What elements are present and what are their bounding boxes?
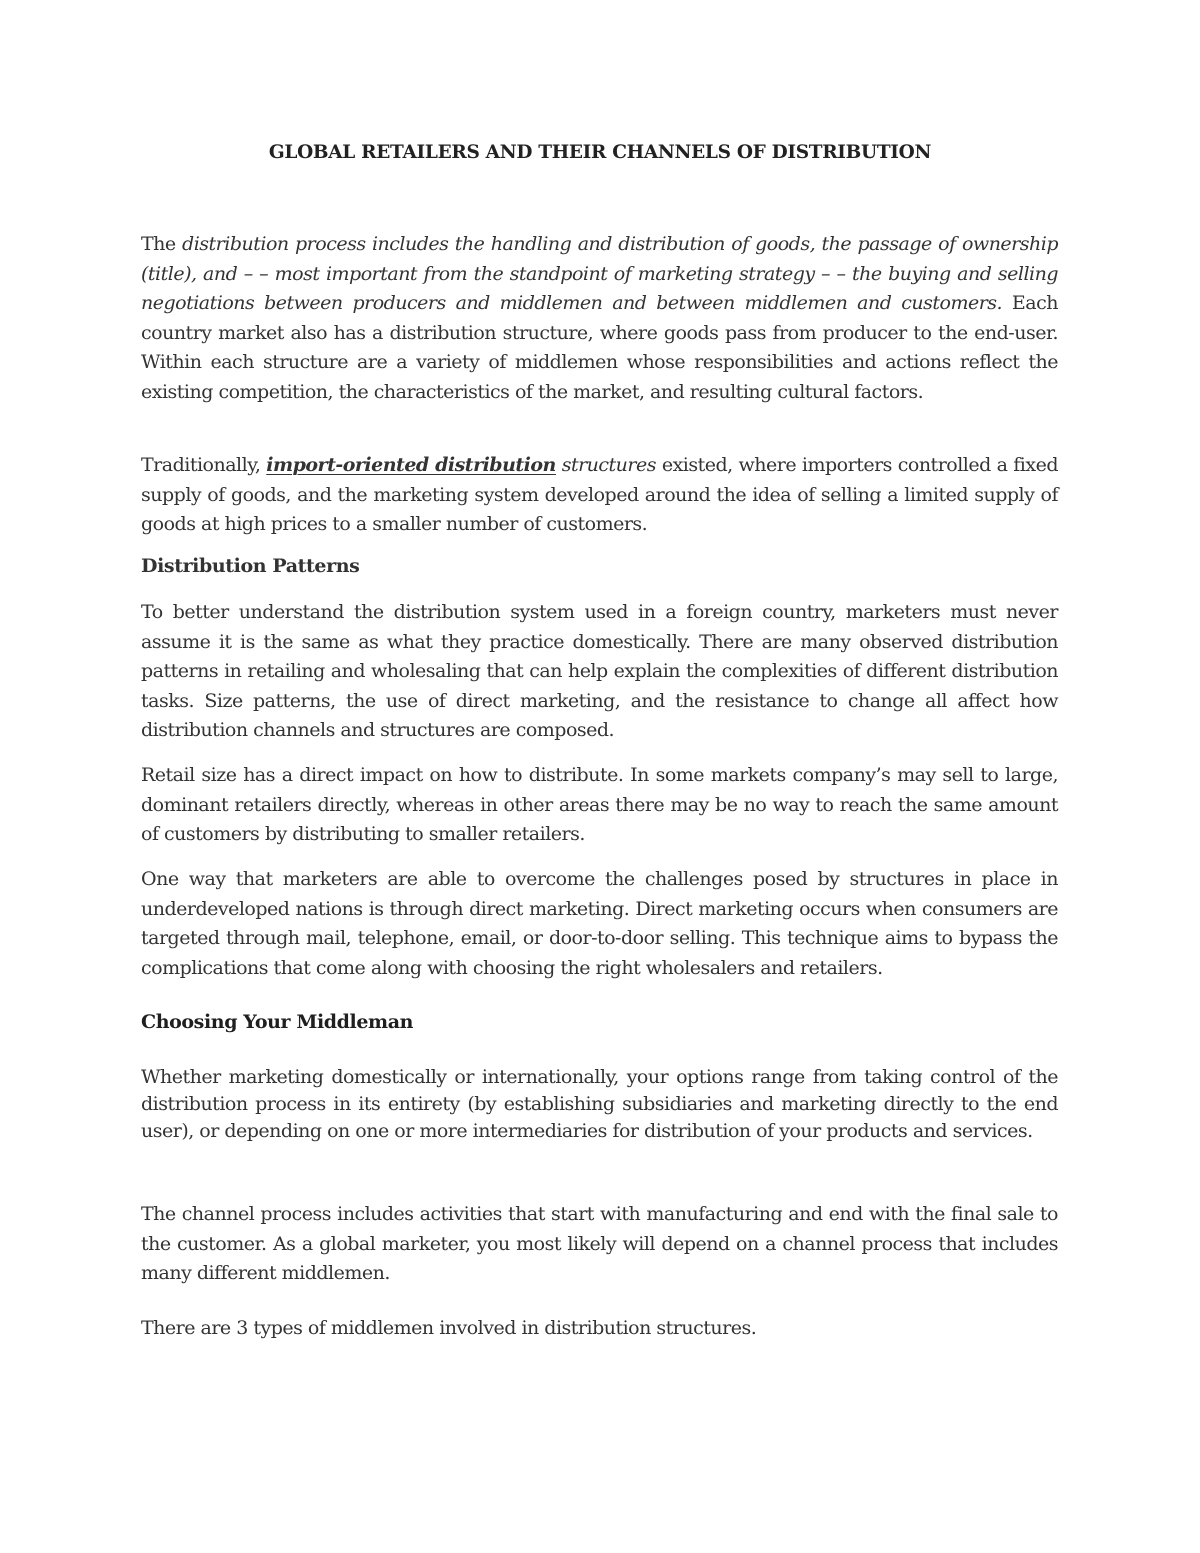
middleman-paragraph-3-block bbox=[141, 1314, 1058, 1344]
middleman-paragraph-2-block bbox=[141, 1200, 1058, 1289]
middleman-paragraph-2: The channel process includes activities that start with manufacturing and end with the final sale to the customer. As a global marketer, you most likely will depend on a channel process that includes many different middlemen. bbox=[141, 1203, 1058, 1284]
patterns-paragraph-3-block bbox=[141, 865, 1058, 983]
middleman-heading-block bbox=[141, 1011, 1058, 1033]
patterns-paragraph-1-block bbox=[141, 598, 1058, 746]
patterns-paragraph-3: One way that marketers are able to overcome the challenges posed by structures in place in underdeveloped nations is through direct marketing. Direct marketing occurs when consumers are targeted through mail, telephone, email, or door-to-door selling. This technique aims to bypass the complications that come along with choosing the right wholesalers and retailers. bbox=[141, 868, 1058, 979]
traditional-rest: existed, where importers controlled a fixed supply of goods, and the marketing system developed around the idea of selling a limited supply of goods at high prices to a smaller number of customers. bbox=[141, 454, 1058, 535]
import-oriented-term: import-oriented distribution bbox=[266, 454, 556, 476]
patterns-paragraph-2-block bbox=[141, 761, 1058, 850]
intro-block bbox=[141, 230, 1058, 407]
traditional-paragraph bbox=[141, 451, 1058, 540]
choosing-middleman-heading: Choosing Your Middleman bbox=[141, 1011, 414, 1033]
structures-term: structures bbox=[555, 454, 656, 476]
patterns-paragraph-2: Retail size has a direct impact on how to distribute. In some markets company’s may sell to large, dominant retailers directly, whereas in other areas there may be no way to reach the same amount of customers by distributing to smaller retailers. bbox=[141, 764, 1058, 845]
distribution-patterns-heading-block bbox=[141, 555, 1058, 577]
intro-rest: Each country market also has a distribution structure, where goods pass from producer to the end-user. Within each structure are a variety of middlemen whose responsibilities and actions reflect the existing competition, the characteristics of the market, and resulting cultural factors. bbox=[141, 292, 1058, 403]
patterns-paragraph-1: To better understand the distribution system used in a foreign country, marketers must never assume it is the same as what they practice domestically. There are many observed distribution patterns in retailing and wholesaling that can help explain the complexities of different distribution tasks. Size patterns, the use of direct marketing, and the resistance to change all affect how distribution channels and structures are composed. bbox=[141, 601, 1058, 741]
document-title: GLOBAL RETAILERS AND THEIR CHANNELS OF DISTRIBUTION bbox=[268, 142, 932, 163]
middleman-paragraph-1: Whether marketing domestically or internationally, your options range from taking control of the distribution process in its entirety (by establishing subsidiaries and marketing directly to the end user), or depending on one or more intermediaries for distribution of your products and services. bbox=[141, 1066, 1058, 1142]
middleman-paragraph-3: There are 3 types of middlemen involved in distribution structures. bbox=[141, 1317, 757, 1339]
traditional-lead: Traditionally, bbox=[141, 454, 267, 476]
intro-paragraph bbox=[141, 230, 1058, 407]
intro-lead: The bbox=[141, 233, 183, 255]
middleman-paragraph-1-block bbox=[141, 1064, 1058, 1145]
intro-italic-text: distribution process includes the handling and distribution of goods, the passage of ownership (title), and – – most important from the standpoint of marketing strategy – – the buying and selling negotiations between producers and middlemen and between middlemen and customers. bbox=[141, 233, 1058, 314]
distribution-patterns-heading: Distribution Patterns bbox=[141, 555, 360, 577]
traditional-block bbox=[141, 451, 1058, 540]
